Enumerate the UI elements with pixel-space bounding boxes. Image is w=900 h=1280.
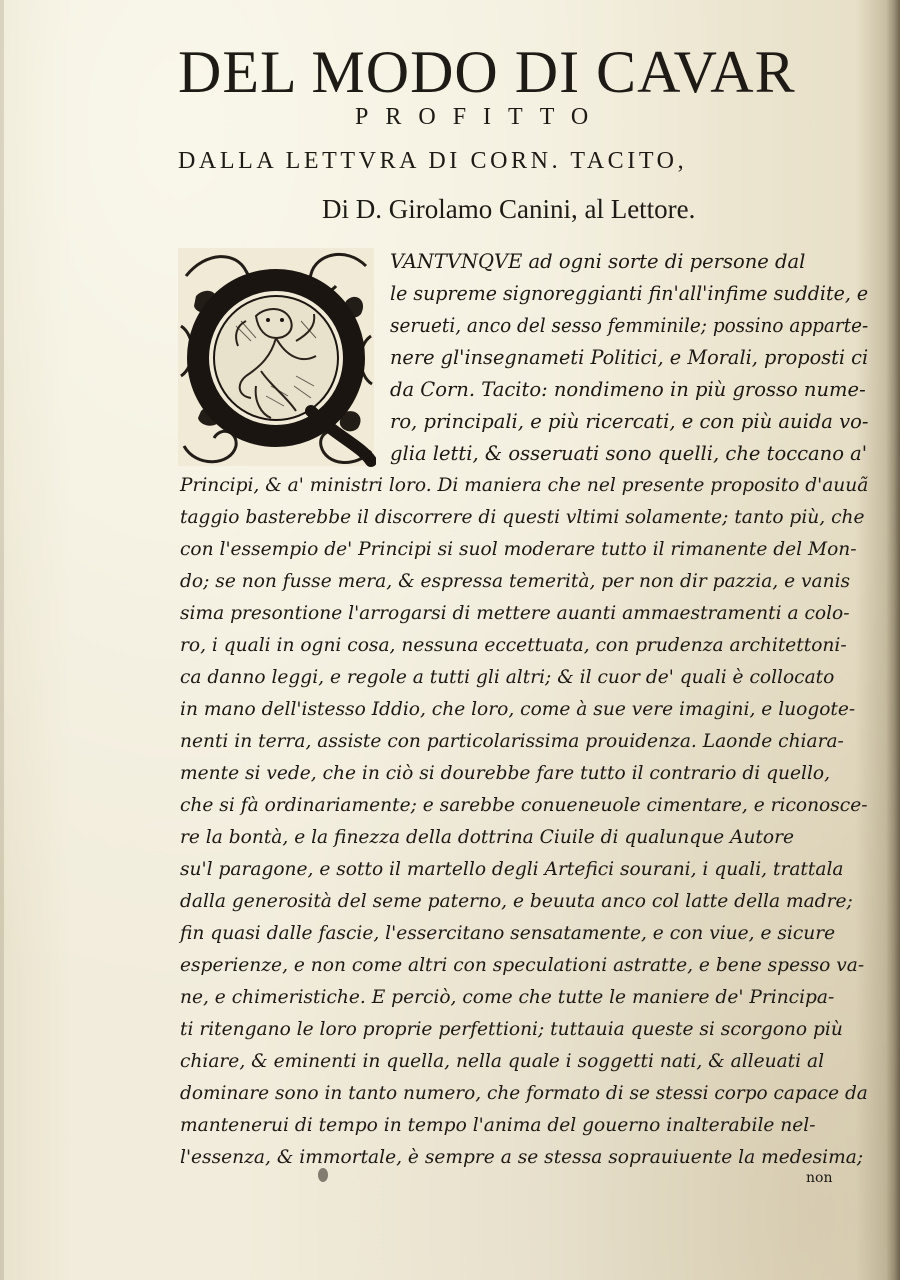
ink-smudge (318, 1168, 328, 1182)
text-line: dominare sono in tanto numero, che formato di se stessi corpo capace da (180, 1083, 868, 1104)
page-subtitle: PROFITTO (355, 104, 606, 130)
text-line: ca danno leggi, e regole a tutti gli altri; & il cuor de' quali è collocato (180, 667, 835, 688)
text-line: con l'essempio de' Principi si suol moderare tutto il rimanente del Mon- (180, 539, 857, 560)
text-line: nere gl'insegnameti Politici, e Morali, proposti ci (390, 346, 869, 369)
text-line: chiare, & eminenti in quella, nella quale i soggetti nati, & alleuati al (180, 1051, 825, 1072)
text-line: re la bontà, e la finezza della dottrina Ciuile di qualunque Autore (180, 827, 794, 848)
text-line: VANTVNQVE ad ogni sorte di persone dal (390, 250, 806, 273)
text-line: le supreme signoreggianti fin'all'infime suddite, e (390, 282, 869, 305)
text-line: serueti, anco del sesso femminile; possino apparte- (390, 314, 869, 337)
page-subtitle-line: DALLA LETTVRA DI CORN. TACITO, (178, 148, 688, 174)
text-line: mente si vede, che in ciò si dourebbe fare tutto il contrario di quello, (180, 763, 830, 784)
text-line: taggio basterebbe il discorrere di questi vltimi solamente; tanto più, che (180, 507, 865, 528)
catchword: non (806, 1170, 833, 1186)
text-line: l'essenza, & immortale, è sempre a se stessa soprauiuente la medesima; (180, 1147, 864, 1168)
text-line: ro, principali, e più ricercati, e con più auida vo- (390, 410, 869, 433)
text-line: ti ritengano le loro proprie perfettioni; tuttauia queste si scorgono più (180, 1019, 843, 1040)
text-line: mantenerui di tempo in tempo l'anima del gouerno inalterabile nel- (180, 1115, 816, 1136)
text-line: glia letti, & osseruati sono quelli, che toccano a' (390, 442, 868, 465)
text-line: che si fà ordinariamente; e sarebbe conueneuole cimentare, e riconosce- (180, 795, 868, 816)
text-line: Principi, & a' ministri loro. Di maniera che nel presente proposito d'auuã (180, 475, 869, 496)
page-edge-shadow (886, 0, 900, 1280)
text-line: ro, i quali in ogni cosa, nessuna eccettuata, con prudenza architettoni- (180, 635, 847, 656)
page-crease (0, 0, 4, 1280)
text-line: sima presontione l'arrogarsi di mettere auanti ammaestramenti a colo- (180, 603, 850, 624)
text-line: do; se non fusse mera, & espressa temerità, per non dir pazzia, e vanis (180, 571, 851, 592)
decorated-initial-q-icon (176, 246, 376, 468)
text-line: nenti in terra, assiste con particolarissima prouidenza. Laonde chiara- (180, 731, 844, 752)
text-line: in mano dell'istesso Iddio, che loro, come à sue vere imagini, e luogote- (180, 699, 856, 720)
text-line: da Corn. Tacito: nondimeno in più grosso nume- (390, 378, 866, 401)
text-line: fin quasi dalle fascie, l'essercitano sensatamente, e con viue, e sicure (180, 923, 836, 944)
text-line: ne, e chimeristiche. E perciò, come che tutte le maniere de' Principa- (180, 987, 835, 1008)
text-line: esperienze, e non come altri con speculationi astratte, e bene spesso va- (180, 955, 865, 976)
author-line: Di D. Girolamo Canini, al Lettore. (322, 194, 696, 224)
text-line: dalla generosità del seme paterno, e beuuta anco col latte della madre; (180, 891, 853, 912)
page-title: DEL MODO DI CAVAR (178, 39, 796, 105)
text-line: su'l paragone, e sotto il martello degli Artefici sourani, i quali, trattala (180, 859, 844, 880)
